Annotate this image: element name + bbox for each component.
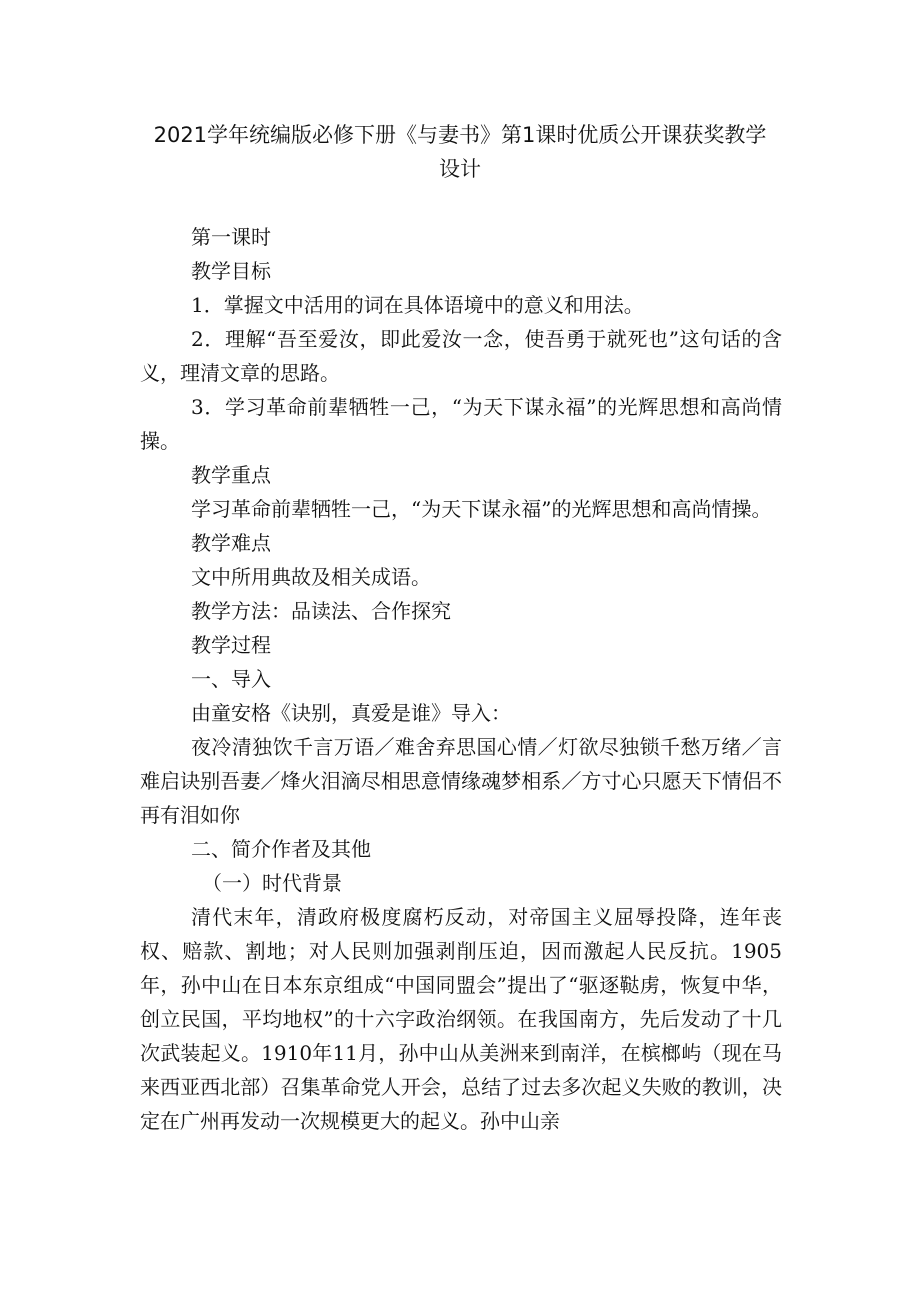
objective-2: 2．理解“吾至爱汝，即此爱汝一念，使吾勇于就死也”这句话的含义，理清文章的思路。 xyxy=(140,327,782,385)
objectives-heading: 教学目标 xyxy=(191,259,271,283)
difficulties-heading: 教学难点 xyxy=(191,531,271,555)
key-points-heading: 教学重点 xyxy=(191,463,271,487)
section-author-background: 二、简介作者及其他 xyxy=(191,837,371,861)
document-title-line-1: 2021学年统编版必修下册《与妻书》第1课时优质公开课获奖教学 xyxy=(153,123,767,147)
subsection-historical-background: （一）时代背景 xyxy=(202,871,342,895)
historical-background-text: 清代末年，清政府极度腐朽反动，对帝国主义屈辱投降，连年丧权、赔款、割地；对人民则加强剥削压迫，因而激起人民反抗。1905年，孙中山在日本东京组成“中国同盟会”提出了“驱逐鞑虏，恢复中华，创立民国，平均地权”的十六字政治纲领。在我国南方，先后发动了十几次武装起义。1910年11月，孙中山从美洲来到南洋，在槟榔屿（现在马来西亚西北部）召集革命党人开会，总结了过去多次起义失败的教训，决定在广州再发动一次规模更大的起义。孙中山亲 xyxy=(140,905,782,1133)
document-title xyxy=(138,118,782,186)
song-lyrics: 夜冷清独饮千言万语／难舍弃思国心情／灯欲尽独锁千愁万绪／言难启诀别吾妻／烽火泪滴尽相思意情缘魂梦相系／方寸心只愿天下情侣不再有泪如你 xyxy=(140,735,782,827)
objective-3: 3．学习革命前辈牺牲一己，“为天下谋永福”的光辉思想和高尚情操。 xyxy=(140,395,782,453)
document-body xyxy=(140,220,782,1138)
teaching-methods: 教学方法：品读法、合作探究 xyxy=(191,599,451,623)
document-title-line-2: 设计 xyxy=(439,157,481,181)
introduction-text: 由童安格《诀别，真爱是谁》导入： xyxy=(191,701,511,725)
process-heading: 教学过程 xyxy=(191,633,271,657)
section-introduction: 一、导入 xyxy=(191,667,271,691)
difficulties-text: 文中所用典故及相关成语。 xyxy=(191,565,431,589)
key-points-text: 学习革命前辈牺牲一己，“为天下谋永福”的光辉思想和高尚情操。 xyxy=(191,497,772,521)
lesson-label: 第一课时 xyxy=(191,225,271,249)
objective-1: 1．掌握文中活用的词在具体语境中的意义和用法。 xyxy=(191,293,644,317)
